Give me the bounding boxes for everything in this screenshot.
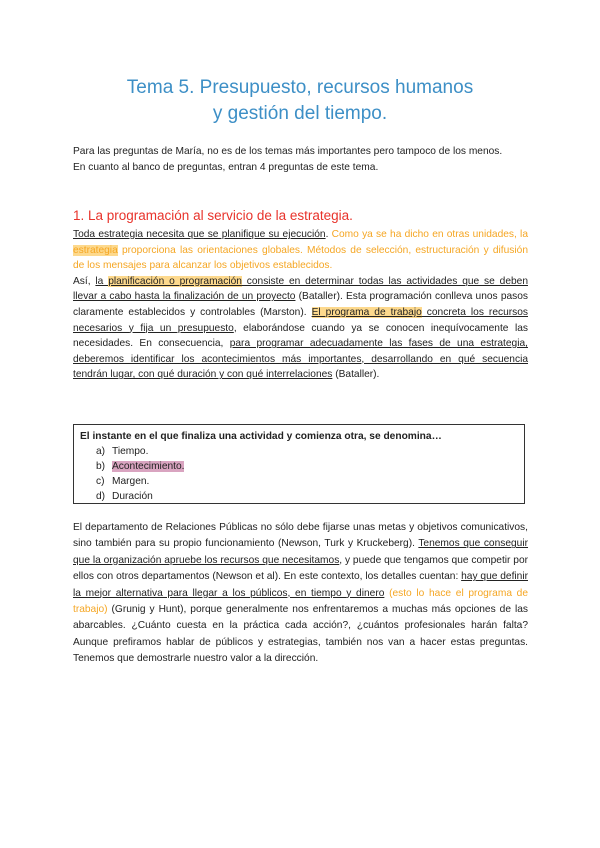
orange-note: (esto lo hace el programa de trabajo) — [73, 587, 528, 616]
option-b-correct — [96, 459, 518, 474]
highlighted-term: El programa de trabajo — [311, 306, 422, 318]
text-run: (Bataller). Esta programación conlleva unos pasos claramente establecidos y controlables (Marston). — [73, 291, 529, 318]
underlined-text: consiste en determinar todas las actividades que se deben llevar a cabo hasta la finalización de un proyecto — [73, 275, 528, 303]
highlighted-term: estrategia — [73, 244, 118, 256]
underlined-text: Tenemos que conseguir que la organización apruebe los recursos que necesitamos — [73, 538, 529, 566]
underlined-text: concreta los recursos necesarios y fija un presupuesto — [73, 306, 528, 334]
underlined-text: para programar adecuadamente las fases de una estrategia, deberemos identificar los acontecimientos más importantes, desarrollando en qué secuencia tendrán lugar, con qué duración y con qué interrelaciones — [73, 338, 528, 381]
option-letter: a) — [96, 446, 106, 457]
text-run: (Grunig y Hunt), porque generalmente nos enfrentaremos a muchas más opciones de las abarcables. ¿Cuánto cuesta en la práctica cada acción?, ¿cuántos profesionales harán falta? Aunque prefiramos hablar de públicos y estrategias, también nos van a hacer estas preguntas. Tenemos que demostrarle nuestro valor a la dirección. — [73, 604, 528, 665]
option-text: Tiempo. — [112, 446, 149, 457]
section1-paragraph-2 — [73, 274, 528, 383]
text-run: El departamento de Relaciones Públicas no sólo debe fijarse unas metas y objetivos comunicativos, sino también para su propio funcionamiento (Newson, Turk y Kruckeberg). — [73, 522, 528, 550]
document-title-line1: Tema 5. Presupuesto, recursos humanos — [126, 77, 474, 98]
option-letter: d) — [96, 491, 106, 502]
option-letter: c) — [96, 476, 105, 487]
text-run: . — [325, 229, 332, 240]
section2-body — [73, 520, 528, 668]
text-run: , y puede que tengamos que competir por ellos con otros departamentos (Newson et al). En este contexto, los detalles cuentan: — [73, 554, 529, 583]
intro-paragraph-1: Para las preguntas de María, no es de los temas más importantes pero tampoco de los menos. — [73, 146, 503, 157]
option-text: Duración — [112, 491, 153, 502]
underlined-text: hay que definir la mejor alternativa para llegar a los públicos, en tiempo y dinero — [73, 571, 528, 599]
document-title-line2: y gestión del tiempo. — [212, 103, 388, 124]
section-heading: 1. La programación al servicio de la estrategia. — [73, 208, 353, 223]
text-run: Así, — [73, 275, 96, 287]
option-text-highlighted: Acontecimiento. — [112, 461, 185, 472]
question-text: El instante en el que finaliza una actividad y comienza otra, se denomina… — [80, 431, 442, 442]
option-c — [96, 474, 518, 489]
option-a — [96, 444, 518, 459]
option-letter: b) — [96, 461, 106, 472]
intro-text — [73, 144, 528, 175]
orange-note: proporciona las orientaciones globales. Métodos de selección, estructuración y difusión de los mensajes para alcanzar los objetivos establecidos. — [73, 244, 528, 272]
underlined-text: la — [95, 275, 109, 287]
text-run: (Bataller). — [332, 369, 380, 381]
intro-paragraph-2: En cuanto al banco de preguntas, entran 4 preguntas de este tema. — [73, 161, 379, 173]
orange-note: Como ya se ha dicho en otras unidades, la — [331, 229, 528, 240]
section1-body — [73, 227, 528, 383]
question-box — [73, 424, 525, 504]
highlighted-term: planificación o programación — [108, 275, 242, 287]
underlined-text: Toda estrategia necesita que se planifique su ejecución — [73, 229, 326, 240]
text-run: , elaborándose cuando ya se conocen inequívocamente las necesidades. En consecuencia, — [73, 322, 528, 350]
section1-paragraph-1 — [73, 227, 528, 274]
option-d — [96, 489, 518, 504]
option-text: Margen. — [112, 476, 150, 487]
